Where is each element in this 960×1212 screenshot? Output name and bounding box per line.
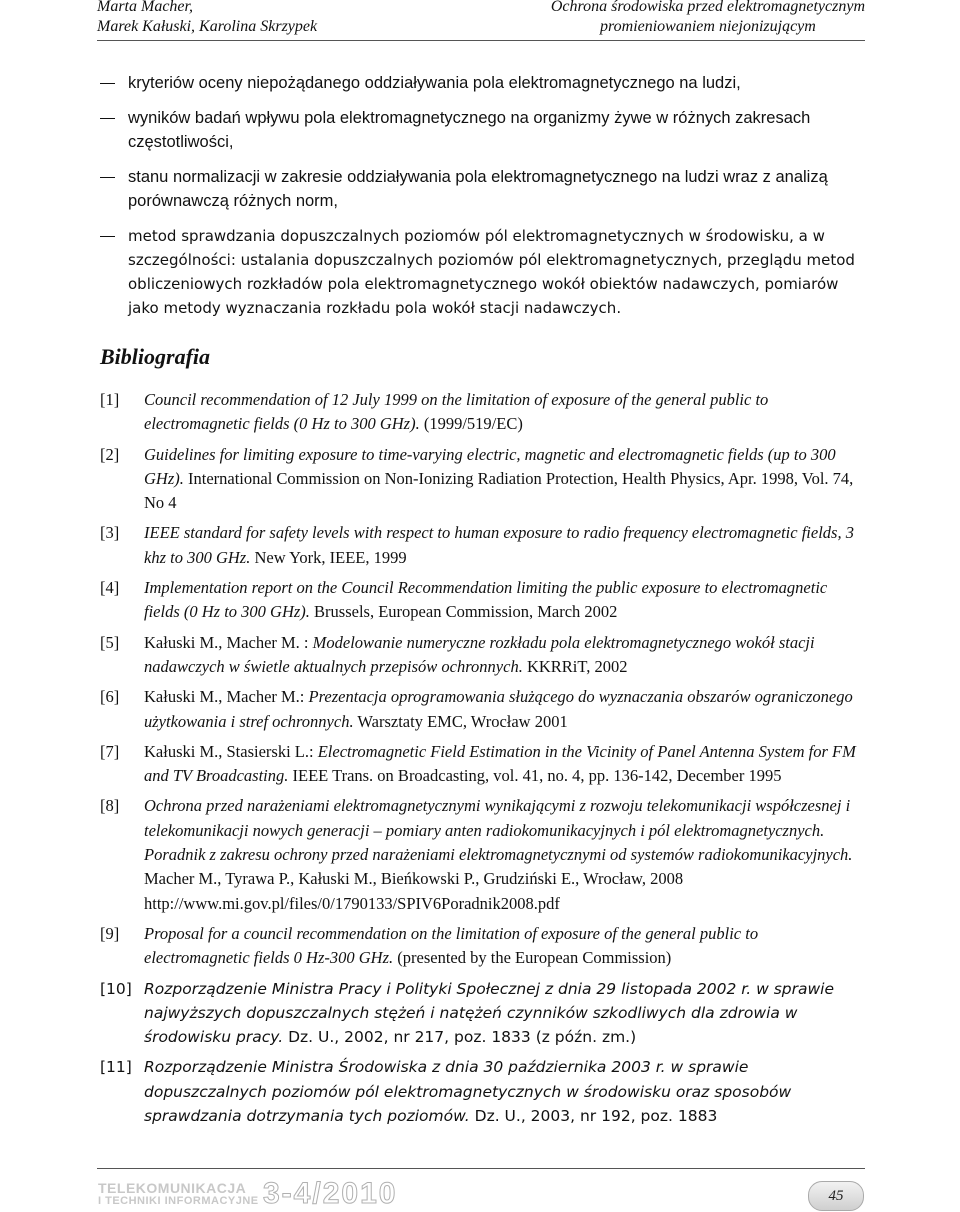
reference-title: Electromagnetic Field Estimation in the Vicinity of Panel Antenna System for FM and TV Broadcasting. — [144, 741, 856, 786]
reference-item — [100, 1055, 860, 1128]
reference-number: [3] — [100, 523, 120, 543]
topic-list — [100, 71, 860, 330]
reference-item — [100, 740, 860, 789]
issue-number: 3-4/2010 — [263, 1177, 398, 1210]
reference-title: IEEE standard for safety levels with respect to human exposure to radio frequency electromagnetic fields, 3 khz to 300 GHz. — [144, 523, 854, 567]
reference-details: International Commission on Non-Ionizing Radiation Protection, Health Physics, Apr. 1998, Vol. 74, No 4 — [144, 468, 854, 513]
reference-item — [100, 922, 860, 971]
reference-title: Rozporządzenie Ministra Środowiska z dnia 30 października 2003 r. w sprawie dopuszczalnych poziomów pól elektromagnetycznych w środowisku oraz sposobów sprawdzania dotrzymania tych poziomów. — [144, 1058, 792, 1126]
bibliography-heading: Bibliografia — [100, 344, 211, 369]
reference-title: Proposal for a council recommendation on the limitation of exposure of the general public to electromagnetic fields 0 Hz-300 GHz. — [144, 923, 759, 968]
reference-number: [6] — [100, 687, 120, 707]
reference-authors: Kałuski M., Macher M.: — [144, 687, 309, 707]
page-number-badge: 45 — [808, 1181, 864, 1211]
reference-authors: Kałuski M., Macher M. : — [144, 632, 313, 652]
reference-number: [1] — [100, 390, 120, 409]
topic-text: metod sprawdzania dopuszczalnych poziomów pól elektromagnetycznych w środowisku, a w szczególności: ustalania dopuszczalnych poziomów pól elektromagnetycznych, przeglądu metod obliczeniowych rozkładów pola elektromagnetycznego wokół obiektów nadawczych, pomiarów jako metody wyznaczania rozkładu pola wokół stacji nadawczych. — [128, 226, 855, 317]
header-authors-line2: Marek Kałuski, Karolina Skrzypek — [97, 18, 318, 35]
topic-text: kryteriów oceny niepożądanego oddziaływania pola elektromagnetycznego na ludzi, — [128, 74, 741, 92]
topic-text: stanu normalizacji w zakresie oddziaływania pola elektromagnetycznego na ludzi wraz z analizą porównawczą różnych norm, — [128, 167, 828, 210]
reference-title: Implementation report on the Council Recommendation limiting the public exposure to electromagnetic fields (0 Hz to 300 GHz). — [144, 578, 828, 622]
reference-title: Modelowanie numeryczne rozkładu pola elektromagnetycznego wokół stacji nadawczych w świetle aktualnych przepisów ochronnych. — [144, 632, 815, 676]
footer-divider — [97, 1168, 865, 1169]
reference-item — [100, 388, 860, 437]
reference-details: Brussels, European Commission, March 2002 — [309, 602, 618, 622]
topic-list-item — [100, 224, 860, 320]
reference-details: New York, IEEE, 1999 — [250, 547, 407, 567]
reference-title: Guidelines for limiting exposure to time-varying electric, magnetic and electromagnetic fields (up to 300 GHz). — [144, 444, 836, 488]
reference-item — [100, 794, 860, 915]
reference-title: Council recommendation of 12 July 1999 on the limitation of exposure of the general public to electromagnetic fields (0 Hz to 300 GHz). — [144, 390, 769, 434]
topic-list-item — [100, 71, 860, 96]
reference-details: KKRRiT, 2002 — [522, 656, 628, 676]
dash-bullet-icon — [100, 83, 115, 84]
reference-number: [9] — [100, 923, 120, 943]
reference-number: [4] — [100, 578, 120, 598]
reference-title: Prezentacja oprogramowania służącego do wyznaczania obszarów ograniczonego użytkowania i stref ochronnych. — [144, 687, 853, 731]
reference-item — [100, 576, 860, 625]
dash-bullet-icon — [100, 177, 115, 178]
reference-details: Dz. U., 2002, nr 217, poz. 1833 (z późn. zm.) — [283, 1028, 637, 1047]
reference-authors: Kałuski M., Stasierski L.: — [144, 741, 318, 761]
reference-details: Dz. U., 2003, nr 192, poz. 1883 — [469, 1107, 718, 1126]
reference-details: (1999/519/EC) — [419, 414, 523, 434]
journal-logo-line2: I TECHNIKI INFORMACYJNE — [98, 1195, 259, 1207]
topic-text: wyników badań wpływu pola elektromagnetycznego na organizmy żywe w różnych zakresach częstotliwości, — [128, 108, 811, 151]
running-header-authors — [97, 0, 317, 37]
journal-logo-line1: TELEKOMUNIKACJA — [98, 1180, 247, 1196]
reference-item — [100, 977, 860, 1050]
reference-number: [10] — [100, 979, 132, 998]
reference-number: [2] — [100, 444, 120, 464]
header-title-line2: promieniowaniem niejonizującym — [600, 18, 816, 35]
reference-number: [11] — [100, 1058, 132, 1077]
header-divider — [97, 40, 865, 41]
running-header-title — [551, 0, 865, 37]
reference-details: Macher M., Tyrawa P., Kałuski M., Bieńkowski P., Grudziński E., Wrocław, 2008 http://www.mi.gov.pl/files/0/1790133/SPIV6Poradnik2008.pdf — [144, 869, 684, 913]
reference-number: [7] — [100, 741, 120, 761]
reference-list — [100, 388, 860, 1134]
topic-list-item — [100, 165, 860, 214]
topic-list-item — [100, 106, 860, 155]
reference-details: IEEE Trans. on Broadcasting, vol. 41, no. 4, pp. 136-142, December 1995 — [288, 766, 782, 786]
reference-details: Warsztaty EMC, Wrocław 2001 — [353, 711, 568, 731]
journal-logo — [98, 1181, 259, 1208]
reference-title: Rozporządzenie Ministra Pracy i Polityki Społecznej z dnia 29 listopada 2002 r. w sprawie najwyższych dopuszczalnych stężeń i natężeń czynników szkodliwych dla zdrowia w środowisku pracy. — [144, 979, 834, 1047]
dash-bullet-icon — [100, 236, 115, 237]
reference-details: (presented by the European Commission) — [393, 948, 672, 968]
reference-item — [100, 685, 860, 734]
reference-item — [100, 443, 860, 516]
reference-item — [100, 521, 860, 570]
header-authors-line1: Marta Macher, — [97, 0, 193, 15]
reference-number: [8] — [100, 796, 120, 816]
header-title-line1: Ochrona środowiska przed elektromagnetycznym — [550, 0, 865, 15]
reference-title: Ochrona przed narażeniami elektromagnetycznymi wynikającymi z rozwoju telekomunikacji współczesnej i telekomunikacji nowych generacji – pomiary anten radiokomunikacyjnych i pól elektromagnetycznych. Poradnik z zakresu ochrony przed narażeniami elektromagnetycznymi od systemów radiokomunikacyjnych. — [144, 796, 853, 865]
reference-number: [5] — [100, 632, 120, 652]
dash-bullet-icon — [100, 118, 115, 119]
reference-item — [100, 631, 860, 680]
